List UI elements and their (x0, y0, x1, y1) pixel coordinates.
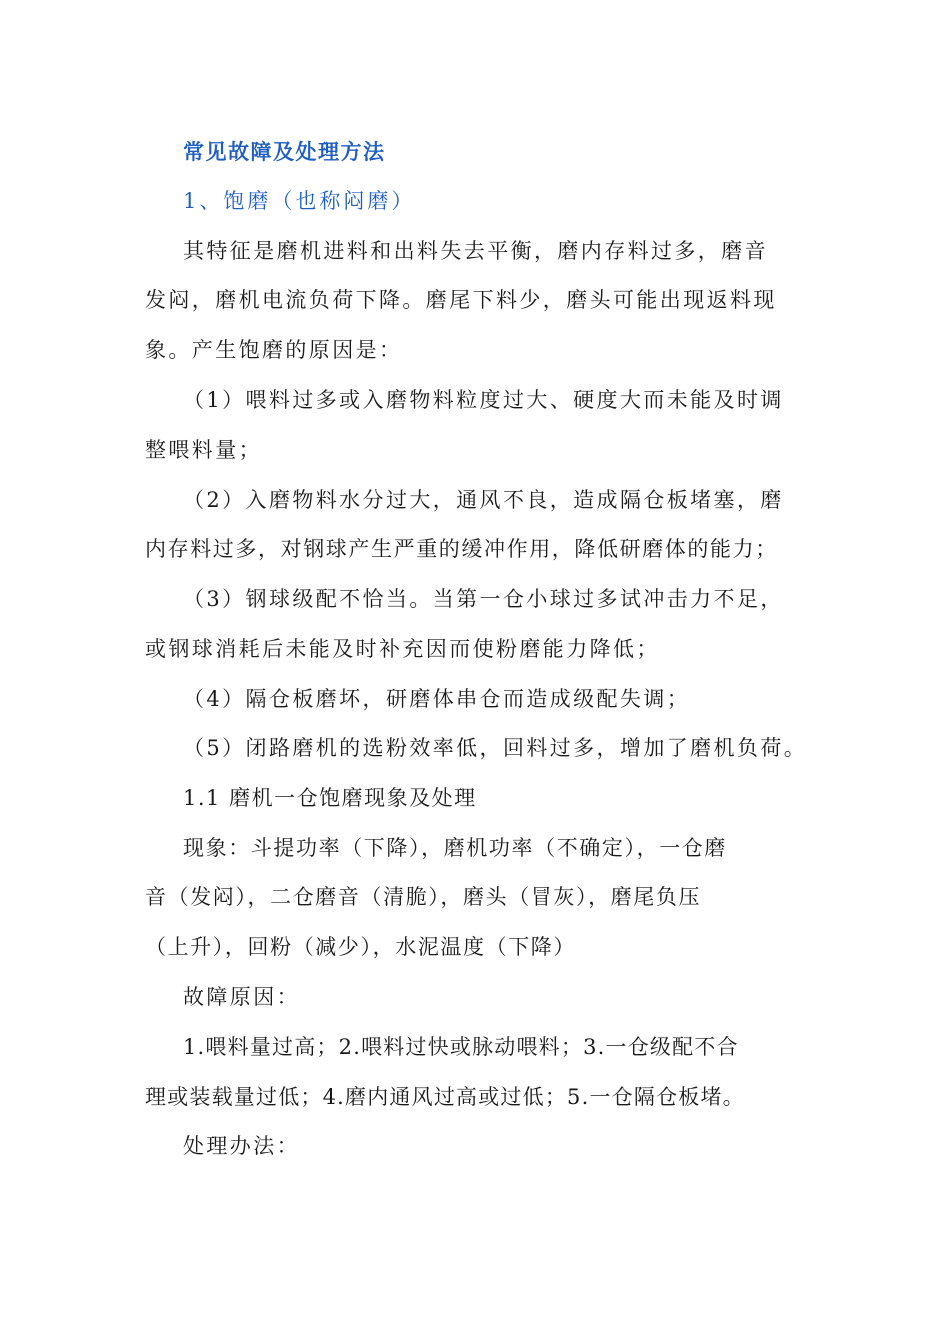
paragraph-line: 现象：斗提功率（下降），磨机功率（不确定），一仓磨 (183, 836, 727, 860)
list-item-line: （3）钢球级配不恰当。当第一仓小球过多试冲击力不足， (183, 587, 784, 611)
paragraph-line: 其特征是磨机进料和出料失去平衡，磨内存料过多，磨音 (183, 239, 768, 263)
list-item-line: 或钢球消耗后未能及时补充因而使粉磨能力降低； (145, 637, 660, 661)
paragraph-line: 音（发闷），二仓磨音（清脆），磨头（冒灰），磨尾负压 (145, 885, 702, 909)
document-title: 常见故障及处理方法 (183, 139, 386, 164)
section-heading: 1、饱磨（也称闷磨） (183, 189, 416, 213)
paragraph-line: 理或装载量过低；4.磨内通风过高或过低；5.一仓隔仓板堵。 (145, 1085, 745, 1109)
paragraph-line: 象。产生饱磨的原因是： (145, 338, 403, 362)
list-item-line: （5）闭路磨机的选粉效率低，回料过多，增加了磨机负荷。 (183, 736, 808, 760)
list-item-line: 整喂料量； (145, 438, 262, 462)
paragraph-line: 1.喂料量过高；2.喂料过快或脉动喂料；3.一仓级配不合 (183, 1035, 739, 1059)
paragraph-line: 发闷，磨机电流负荷下降。磨尾下料少，磨头可能出现返料现 (145, 288, 777, 312)
paragraph-line: 处理办法： (183, 1134, 300, 1158)
list-item-line: （4）隔仓板磨坏，研磨体串仓而造成级配失调； (183, 687, 691, 711)
paragraph-line: （上升），回粉（减少），水泥温度（下降） (145, 935, 576, 959)
subsection-heading: 1.1 磨机一仓饱磨现象及处理 (183, 786, 477, 810)
list-item-line: （2）入磨物料水分过大，通风不良，造成隔仓板堵塞，磨 (183, 488, 784, 512)
list-item-line: （1）喂料过多或入磨物料粒度过大、硬度大而未能及时调 (183, 388, 784, 412)
paragraph-line: 故障原因： (183, 985, 300, 1009)
list-item-line: 内存料过多，对钢球产生严重的缓冲作用，降低研磨体的能力； (145, 537, 778, 561)
